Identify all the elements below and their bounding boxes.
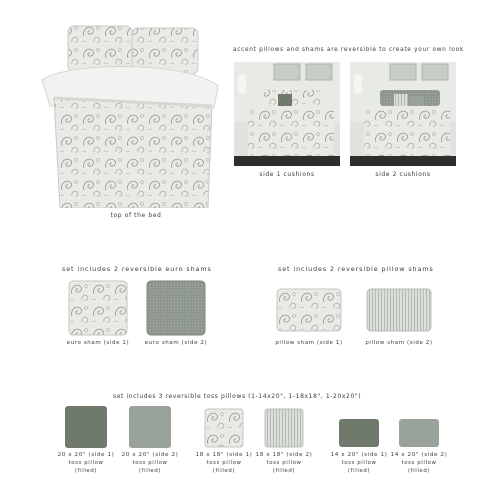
pillow-sham-side1-label: pillow sham (side 1) — [275, 340, 343, 346]
euro-sham-side2-label: euro sham (side 2) — [144, 340, 208, 346]
euro-sham-side1-label: euro sham (side 1) — [66, 340, 130, 346]
toss-pillow-18x18-side2 — [264, 408, 304, 448]
pillow-shams-heading: set includes 2 reversible pillow shams — [278, 265, 434, 273]
room-photo-side2 — [350, 62, 456, 166]
euro-sham-side2 — [146, 280, 206, 336]
pillow-sham-side1 — [276, 288, 342, 332]
pillow-sham-side2-label: pillow sham (side 2) — [365, 340, 433, 346]
side1-caption: side 1 cushions — [259, 171, 315, 178]
euro-sham-side1 — [68, 280, 128, 336]
toss-pillow-20x20-side2 — [128, 405, 172, 449]
top-of-bed-caption: top of the bed — [110, 212, 162, 219]
toss-pillow-20x20-side1 — [64, 405, 108, 449]
bed-main-image — [36, 22, 222, 208]
toss-pillow-14x20-side1 — [338, 418, 380, 448]
toss-caption: 14 x 20" (side 1) toss pillow (filled) — [330, 452, 388, 474]
toss-caption: 20 x 20" (side 1) toss pillow (filled) — [57, 452, 115, 474]
toss-caption: 18 x 18" (side 1) toss pillow (filled) — [195, 452, 253, 474]
toss-pillows-heading: set includes 3 reversible toss pillows (1-14x20", 1-18x18", 1-20x20") — [113, 393, 362, 400]
toss-caption: 20 x 20" (side 2) toss pillow (filled) — [121, 452, 179, 474]
pillow-sham-side2 — [366, 288, 432, 332]
side2-caption: side 2 cushions — [375, 171, 431, 178]
toss-caption: 14 x 20" (side 2) toss pillow (filled) — [390, 452, 448, 474]
toss-caption: 18 x 18" (side 2) toss pillow (filled) — [255, 452, 313, 474]
euro-shams-heading: set includes 2 reversible euro shams — [62, 265, 212, 273]
room-photo-side1 — [234, 62, 340, 166]
toss-pillow-18x18-side1 — [204, 408, 244, 448]
accent-note: accent pillows and shams are reversible to create your own look — [233, 47, 464, 53]
toss-pillow-14x20-side2 — [398, 418, 440, 448]
